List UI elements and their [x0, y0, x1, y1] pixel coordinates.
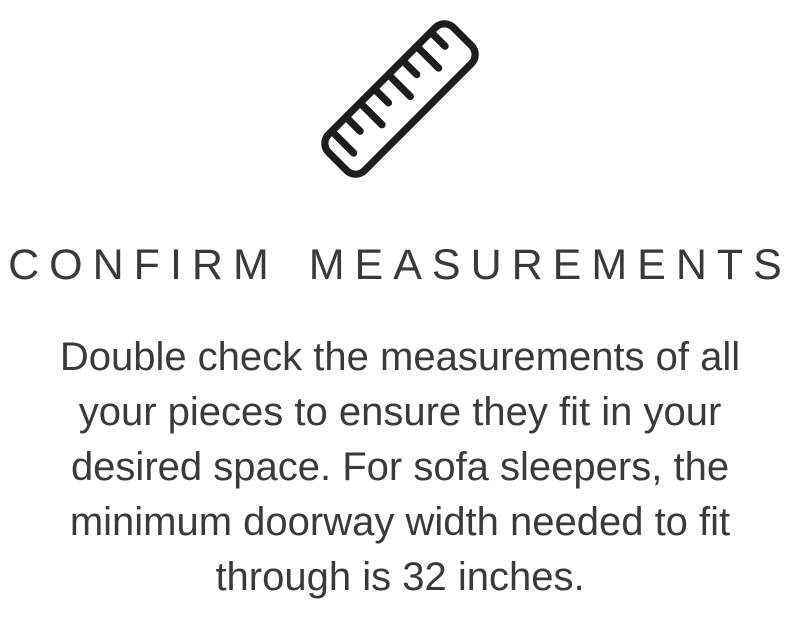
measurement-instructions-text: Double check the measurements of all your pieces to ensure they fit in your desired space. For sofa sleepers, the minimum doorway width needed to fit through is 32 inches.	[59, 334, 741, 599]
icon-container	[0, 0, 800, 190]
page-title: CONFIRM MEASUREMENTS	[8, 241, 792, 289]
ruler-icon	[309, 8, 491, 190]
